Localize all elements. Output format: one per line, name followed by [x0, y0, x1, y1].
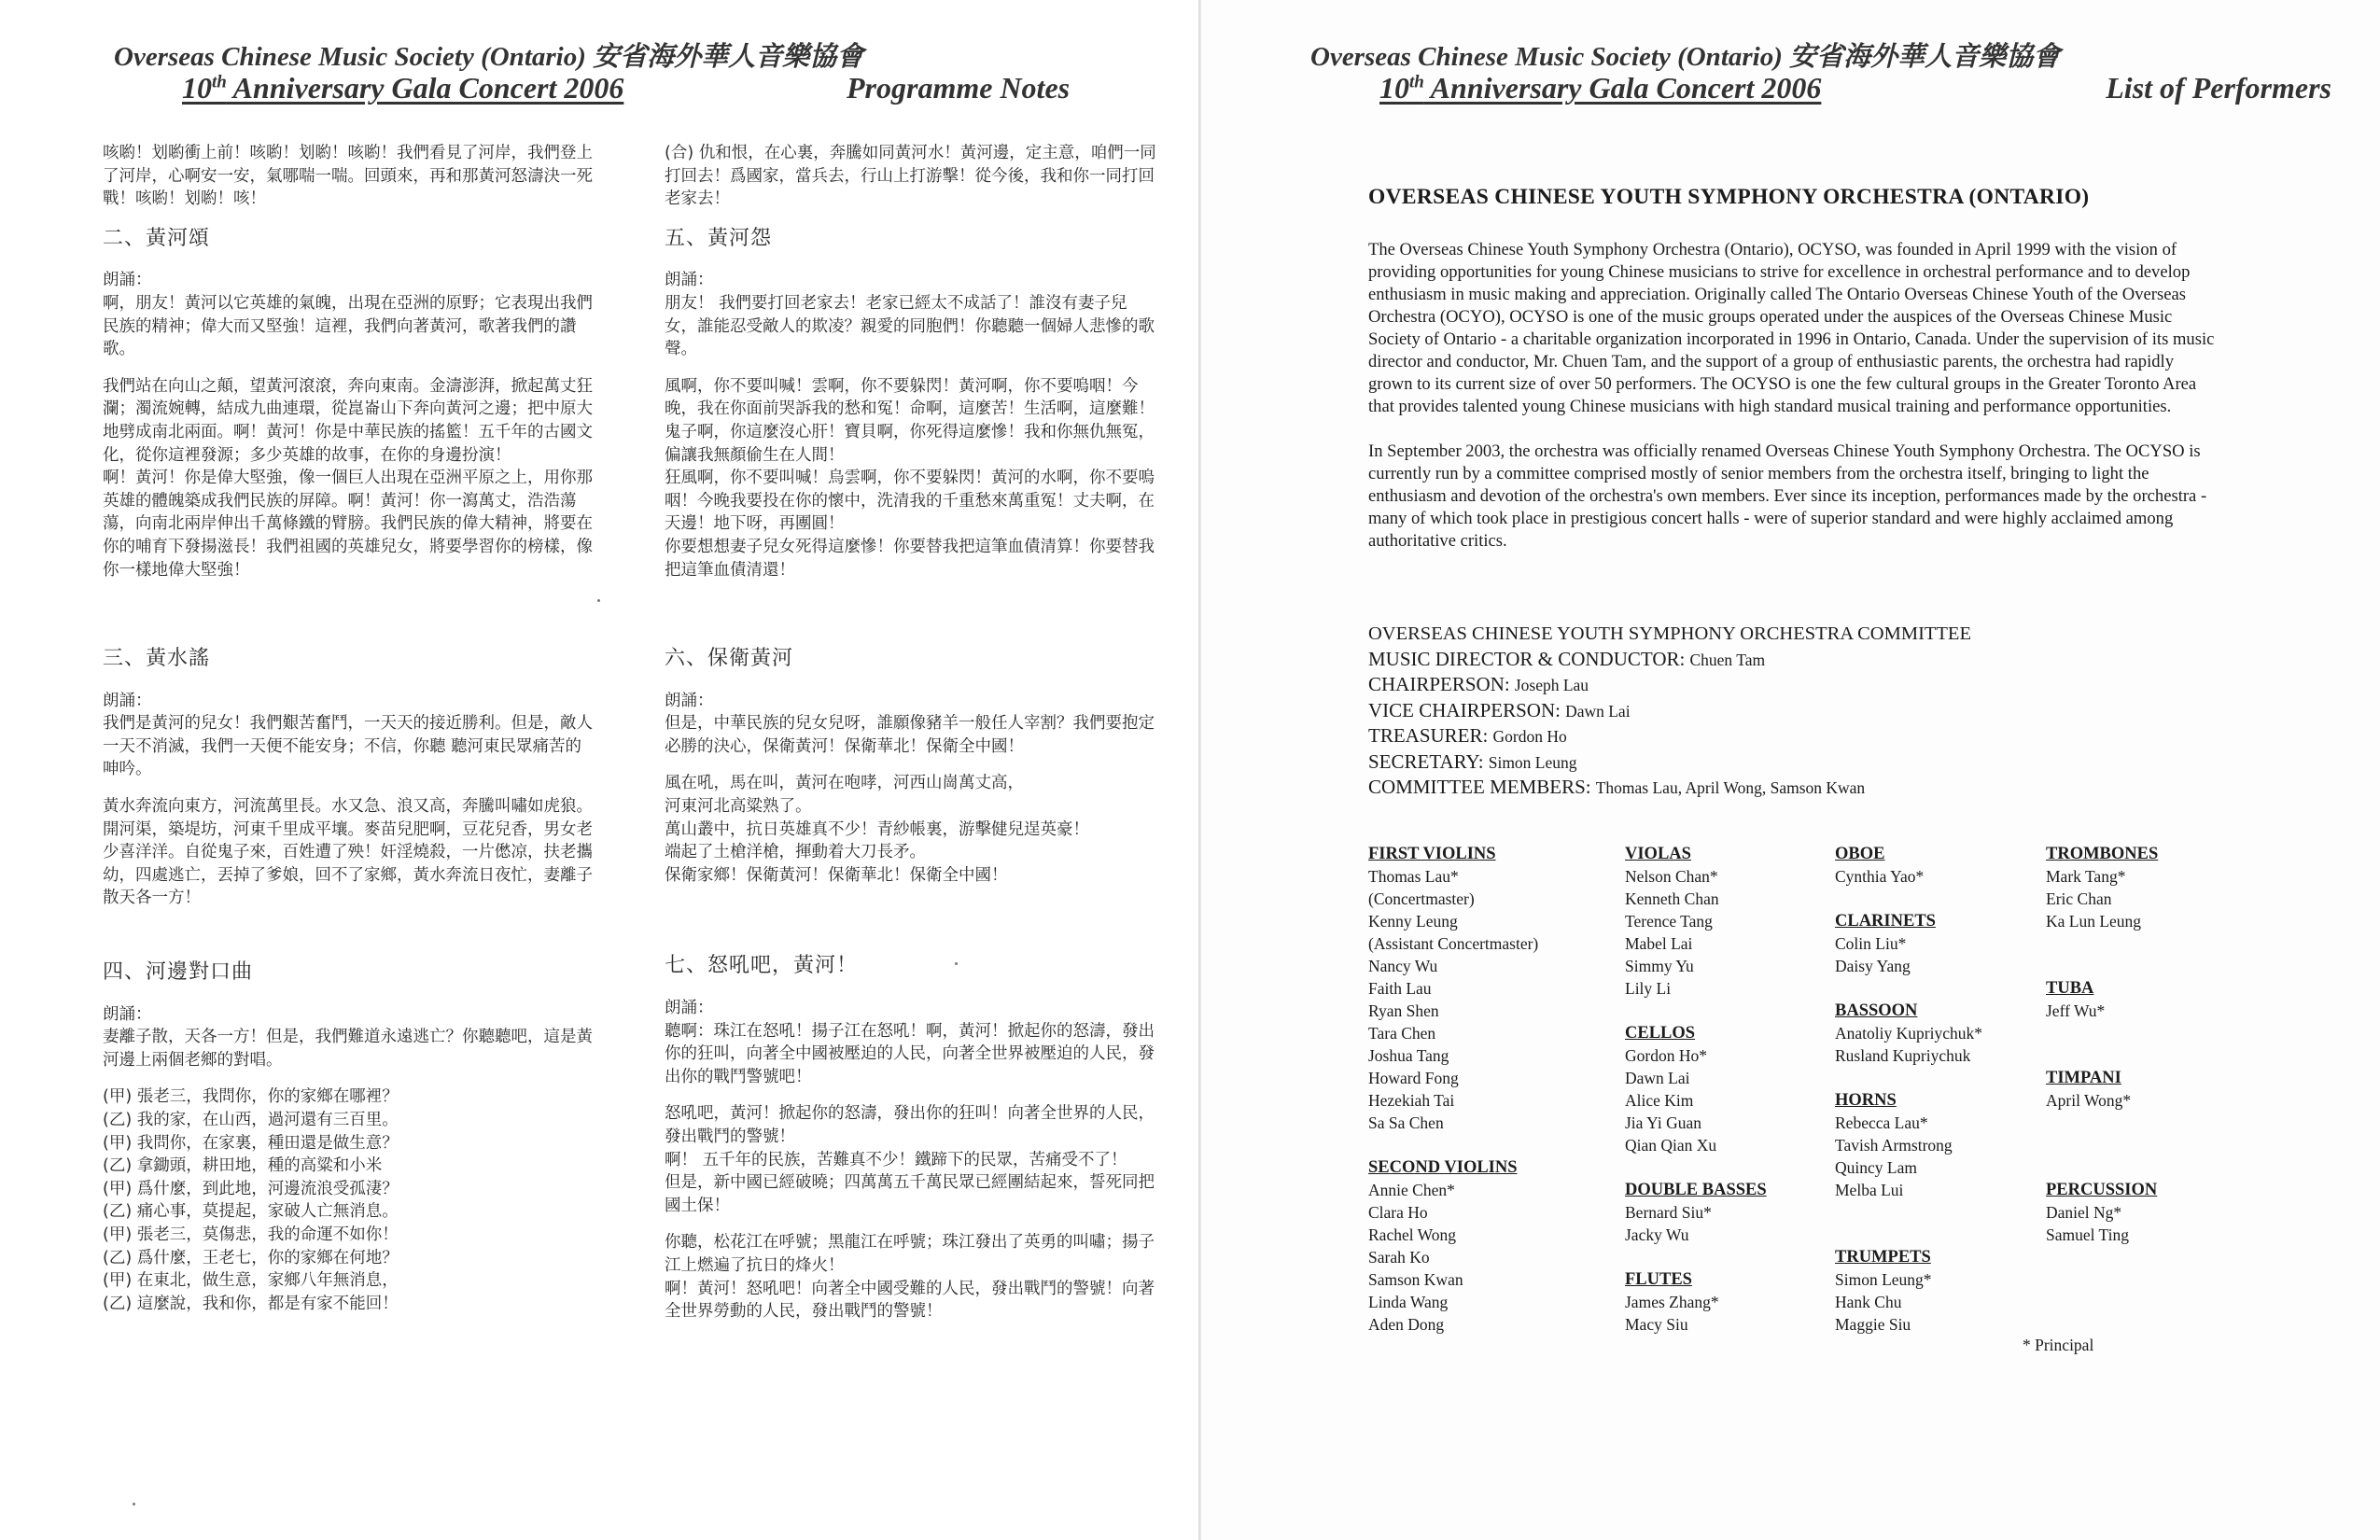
performer-name: Anatoliy Kupriychuk* — [1835, 1024, 1982, 1043]
section-first-violins — [1368, 843, 1538, 1134]
performer-name: Lily Li — [1625, 979, 1672, 998]
principal-footnote: * Principal — [2023, 1336, 2094, 1354]
performer-name: Tavish Armstrong — [1835, 1136, 1953, 1155]
section-6-title: 六、保衛黃河 — [665, 647, 794, 671]
section-5-title: 五、黃河怨 — [665, 226, 773, 250]
orchestra-rename-paragraph: In September 2003, the orchestra was officially renamed Overseas Chinese Youth Symphony Orchestra. The OCYSO is currently run by a committee comprised mostly of senior members from the orchestra itself, bringing to light the enthusiasm and devotion of the orchestra's own members. Ever since its inception, performances made by the orchestra - many of which took place in prestigious concert halls - were of superior standard and were highly acclaimed among authoritative critics. — [1368, 441, 2207, 551]
performer-name: Dawn Lai — [1625, 1069, 1690, 1087]
performer-name: (Concertmaster) — [1368, 889, 1475, 908]
performer-name: Aden Dong — [1368, 1315, 1445, 1334]
section-6-recite-label: 朗誦： — [665, 691, 714, 710]
section-6-paragraph-1: 但是，中華民族的兒女兒呀，誰願像豬羊一般任人宰割？我們要抱定必勝的決心，保衛黃河！保衛華北！保衛全中國！ — [665, 714, 1155, 756]
performer-name: Mark Tang* — [2046, 867, 2126, 886]
orchestra-history-paragraph: The Overseas Chinese Youth Symphony Orchestra (Ontario), OCYSO, was founded in April 1999 with the vision of providing opportunities for young Chinese musicians to strive for excellence in orchestral performance and to develop enthusiasm in music making and appreciation. Originally called The Ontario Overseas Chinese Youth of the Overseas Orchestra (OCYO), OCYSO is one of the music groups operated under the auspices of the Overseas Chinese Music Society of Ontario - a charitable organization incorporated in 1996 in Ontario, Canada. Under the supervision of its music director and conductor, Mr. Chuen Tam, and the support of a group of enthusiastic parents, the orchestra had rapidly grown to its current size of over 50 performers. The OCYSO is one the few cultural groups in the Greater Toronto Area that provides talented young Chinese musicians with high standard musical training and performance opportunities. — [1368, 240, 2215, 416]
performer-name: Rachel Wong — [1368, 1225, 1457, 1244]
section-heading: DOUBLE BASSES — [1625, 1181, 1767, 1199]
performer-name: Simmy Yu — [1625, 957, 1694, 975]
list-of-performers-page — [1201, 0, 2380, 1540]
section-4-title: 四、河邊對口曲 — [103, 960, 254, 985]
section-double-basses — [1625, 1179, 1767, 1246]
section-heading: TRUMPETS — [1835, 1248, 1931, 1267]
notes-column-1 — [103, 142, 597, 1329]
notes-intro-paragraph: 咳喲！划喲衝上前！咳喲！划喲！咳喲！我們看見了河岸，我們登上了河岸，心啊安一安，氣哪喘一喘。回頭來，再和那黃河怒濤決一死戰！咳喲！划喲！咳！ — [103, 144, 593, 209]
performer-name: Rebecca Lau* — [1835, 1113, 1928, 1132]
section-heading: HORNS — [1835, 1091, 1897, 1110]
section-4-paragraph-1: 妻離子散，天各一方！但是，我們難道永遠逃亡？你聽聽吧，這是黃河邊上兩個老鄉的對唱。 — [103, 1028, 593, 1070]
section-timpani — [2046, 1067, 2131, 1112]
performer-name: Simon Leung* — [1835, 1270, 1932, 1289]
performer-name: Terence Tang — [1625, 912, 1713, 931]
section-heading: OBOE — [1835, 845, 1885, 863]
section-2-paragraph-2: 我們站在向山之顛，望黃河滾滾，奔向東南。金濤澎湃，掀起萬丈狂瀾；濁流婉轉，結成九曲連環，從崑崙山下奔向黃河之邊；把中原大地劈成南北兩面。啊！黃河！你是中華民族的搖籃！五千年的古國文化，從你這裡發源；多少英雄的故事，在你的身邊扮演！ 啊！黃河！你是偉大堅強，像一個巨人出現在亞洲平原之上，用你那英雄的體魄築成我們民族的屏障。啊！黃河！你一瀉萬丈，浩浩蕩蕩，向南北兩岸伸出千萬條鐵的臂膀。我們民族的偉大精神，將要在你的哺育下發揚滋長！我們祖國的英雄兒女，將要學習你的榜樣，像你一樣地偉大堅強！ — [103, 376, 593, 580]
section-heading: TUBA — [2046, 979, 2094, 998]
committee-block — [1368, 622, 2255, 801]
section-heading: FIRST VIOLINS — [1368, 845, 1496, 863]
performer-name: April Wong* — [2046, 1091, 2132, 1110]
performer-name: Clara Ho — [1368, 1203, 1428, 1222]
section-5-recite-label: 朗誦： — [665, 271, 714, 290]
section-flutes — [1625, 1268, 1719, 1336]
performer-name: Jia Yi Guan — [1625, 1113, 1701, 1132]
committee-row: MUSIC DIRECTOR & CONDUCTOR: Chuen Tam — [1368, 647, 1766, 670]
section-heading: TROMBONES — [2046, 845, 2159, 863]
performer-name: Jacky Wu — [1625, 1225, 1689, 1244]
performer-name: (Assistant Concertmaster) — [1368, 934, 1539, 953]
performer-name: Mabel Lai — [1625, 934, 1693, 953]
right-header-section-title: List of Performers — [2106, 71, 2331, 105]
section-4-dialogue: (甲) 張老三，我問你，你的家鄉在哪裡？ (乙) 我的家，在山西，過河還有三百里。 (甲) 我問你，在家裏，種田還是做生意？ (乙) 拿鋤頭，耕田地，種的高粱和小米 (甲) 爲什麼，到此地，河邊流浪受孤淒？ (乙) 痛心事，莫提起，家破人亡無消息。 (甲) 張老三，莫傷悲，我的命運不如你！ (乙) 爲什麼，王老七，你的家鄉在何地？ (甲) 在東北，做生意，家鄉八年無消息， (乙) 這麼說，我和你，都是有家不能回！ — [103, 1087, 399, 1313]
right-header-concert — [1379, 71, 2331, 105]
section-heading: BASSOON — [1835, 1001, 1918, 1020]
section-heading: CELLOS — [1625, 1024, 1696, 1043]
performer-name: Kenneth Chan — [1625, 889, 1719, 908]
section-5-paragraph-1: 朋友！ 我們要打回老家去！老家已經太不成話了！誰沒有妻子兒女，誰能忍受敵人的欺凌？親愛的同胞們！你聽聽一個婦人悲慘的歌聲。 — [665, 293, 1155, 359]
left-header-section-title: Programme Notes — [847, 71, 1071, 105]
performer-name: Daniel Ng* — [2046, 1203, 2122, 1222]
section-percussion — [2046, 1179, 2157, 1246]
performer-name: Alice Kim — [1625, 1091, 1694, 1110]
performer-name: Joshua Tang — [1368, 1046, 1449, 1065]
performer-name: Colin Liu* — [1835, 934, 1907, 953]
performer-name: Thomas Lau* — [1368, 867, 1459, 886]
performer-name: Samuel Ting — [2046, 1225, 2129, 1244]
section-oboe — [1835, 843, 1924, 888]
section-3-title: 三、黃水謠 — [103, 647, 211, 671]
committee-heading: OVERSEAS CHINESE YOUTH SYMPHONY ORCHESTRA COMMITTEE — [1368, 623, 1971, 644]
right-header-ordinal-suffix: th — [1409, 72, 1424, 92]
section-3-paragraph-2: 黃水奔流向東方，河流萬里長。水又急、浪又高，奔騰叫嘯如虎狼。開河渠，築堤坊，河東千里成平壤。麥苗兒肥啊，豆花兒香，男女老少喜洋洋。自從鬼子來，百姓遭了殃！奸淫燒殺，一片僽凉，扶老攜幼，四處逃亡，丟掉了爹娘，回不了家鄉，黃水奔流日夜忙，妻離子散天各一方！ — [103, 797, 593, 908]
notes-column-2 — [665, 142, 1159, 1337]
performer-name: Ka Lun Leung — [2046, 912, 2142, 931]
performer-name: Ryan Shen — [1368, 1001, 1439, 1020]
notes-chorus-paragraph: (合) 仇和恨，在心裏，奔騰如同黃河水！黃河邊，定主意，咱們一同打回去！爲國家，當兵去，行山上打游擊！從今後，我和你一同打回老家去！ — [665, 144, 1156, 209]
performer-name: Hank Chu — [1835, 1293, 1902, 1311]
right-header-society: Overseas Chinese Music Society (Ontario) 安省海外華人音樂協會 — [1310, 42, 2061, 72]
left-header-ordinal-suffix: th — [212, 72, 227, 92]
right-header-concert-title: Anniversary Gala Concert 2006 — [1423, 71, 1822, 105]
section-trombones — [2046, 843, 2158, 932]
orchestra-title: OVERSEAS CHINESE YOUTH SYMPHONY ORCHESTRA (ONTARIO) — [1368, 185, 2090, 209]
performer-name: Howard Fong — [1368, 1069, 1459, 1087]
committee-row: CHAIRPERSON: Joseph Lau — [1368, 673, 1589, 695]
scan-speck — [955, 962, 958, 965]
performer-name: Tara Chen — [1368, 1024, 1436, 1043]
section-3-paragraph-1: 我們是黃河的兒女！我們艱苦奮鬥，一天天的接近勝利。但是，敵人一天不消滅，我們一天便不能安身；不信，你聽 聽河東民眾痛苦的呻吟。 — [103, 714, 593, 779]
performer-name: Eric Chan — [2046, 889, 2112, 908]
performer-name: Sarah Ko — [1368, 1248, 1430, 1267]
section-horns — [1835, 1089, 1953, 1201]
performer-name: Nelson Chan* — [1625, 867, 1718, 886]
section-7-recite-label: 朗誦： — [665, 999, 714, 1018]
section-2-title: 二、黃河頌 — [103, 226, 211, 250]
section-second-violins — [1368, 1156, 1518, 1336]
performer-name: Quincy Lam — [1835, 1158, 1917, 1177]
section-7-paragraph-2: 怒吼吧，黃河！掀起你的怒濤，發出你的狂叫！向著全世界的人民，發出戰鬥的警號！ 啊！ 五千年的民族，苦難真不少！鐵蹄下的民眾，苦痛受不了！ 但是，新中國已經破曉；四萬萬五千萬民眾已經團結起來，誓死同把國土保！ — [665, 1104, 1155, 1215]
section-cellos — [1625, 1022, 1716, 1156]
committee-row: SECRETARY: Simon Leung — [1368, 749, 1577, 773]
section-5-paragraph-2: 風啊，你不要叫喊！雲啊，你不要躲閃！黃河啊，你不要嗚咽！今晚，我在你面前哭訴我的愁和冤！命啊，這麼苦！生活啊，這麼難！鬼子啊，你這麼沒心肝！寶貝啊，你死得這麼慘！我和你無仇無冤，偏讓我無顏偷生在人間！ 狂風啊，你不要叫喊！烏雲啊，你不要躲閃！黃河的水啊，你不要嗚咽！今晚我要投在你的懷中，洗清我的千重愁來萬重冤！丈夫啊，在天邊！地下呀，再團圓！ 你要想想妻子兒女死得這麼慘！你要替我把這筆血債清算！你要替我把這筆血債清還！ — [665, 376, 1155, 580]
section-heading: CLARINETS — [1835, 912, 1936, 931]
left-header-concert-title: Anniversary Gala Concert 2006 — [226, 71, 624, 105]
performer-name: Samson Kwan — [1368, 1270, 1463, 1289]
performer-name: Cynthia Yao* — [1835, 867, 1925, 886]
section-tuba — [2046, 977, 2105, 1022]
left-header-ordinal: 10 — [182, 71, 212, 105]
section-heading: SECOND VIOLINS — [1368, 1158, 1518, 1177]
left-header-society: Overseas Chinese Music Society (Ontario) 安省海外華人音樂協會 — [114, 42, 864, 72]
section-3-recite-label: 朗誦： — [103, 691, 152, 710]
section-violas — [1625, 843, 1719, 1000]
performer-name: Rusland Kupriychuk — [1835, 1046, 1971, 1065]
scan-speck — [133, 1503, 135, 1505]
section-2-paragraph-1: 啊，朋友！黃河以它英雄的氣魄，出現在亞洲的原野；它表現出我們民族的精神；偉大而又堅強！這裡，我們向著黃河，歌著我們的讚歌。 — [103, 293, 593, 359]
committee-row: COMMITTEE MEMBERS: Thomas Lau, April Wong, Samson Kwan — [1368, 776, 1866, 798]
section-bassoon — [1835, 1000, 1982, 1067]
performer-name: Nancy Wu — [1368, 957, 1438, 975]
performer-name: Hezekiah Tai — [1368, 1091, 1455, 1110]
performer-name: Qian Qian Xu — [1625, 1136, 1717, 1155]
section-7-paragraph-3: 你聽，松花江在呼號；黑龍江在呼號；珠江發出了英勇的叫嘯；揚子江上燃遍了抗日的烽火！ 啊！黃河！怒吼吧！向著全中國受難的人民，發出戰鬥的警號！向著全世界勞動的人民，發出戰鬥的警號！ — [665, 1233, 1155, 1322]
performer-name: Melba Lui — [1835, 1181, 1904, 1199]
orchestra-description — [1368, 239, 2222, 575]
performer-name: Sa Sa Chen — [1368, 1113, 1444, 1132]
performer-name: Bernard Siu* — [1625, 1203, 1712, 1222]
performer-name: James Zhang* — [1625, 1293, 1719, 1311]
section-4-recite-label: 朗誦： — [103, 1004, 152, 1024]
committee-row: VICE CHAIRPERSON: Dawn Lai — [1368, 698, 1631, 721]
performer-name: Gordon Ho* — [1625, 1046, 1707, 1065]
performer-name: Macy Siu — [1625, 1315, 1688, 1334]
performer-name: Jeff Wu* — [2046, 1001, 2106, 1020]
committee-row: TREASURER: Gordon Ho — [1368, 724, 1567, 747]
performer-name: Kenny Leung — [1368, 912, 1458, 931]
section-heading: FLUTES — [1625, 1270, 1692, 1289]
section-7-title: 七、怒吼吧，黃河！ — [665, 954, 859, 978]
section-heading: PERCUSSION — [2046, 1181, 2158, 1199]
performer-name: Daisy Yang — [1835, 957, 1911, 975]
section-clarinets — [1835, 910, 1936, 977]
section-7-paragraph-1: 聽啊：珠江在怒吼！揚子江在怒吼！啊，黃河！掀起你的怒濤，發出你的狂叫，向著全中國被壓迫的人民，向著全世界被壓迫的人民，發出你的戰鬥警號吧！ — [665, 1021, 1155, 1086]
section-heading: VIOLAS — [1625, 845, 1691, 863]
section-6-paragraph-2: 風在吼，馬在叫，黃河在咆哮，河西山崗萬丈高， 河東河北高粱熟了。 萬山叢中，抗日英雄真不少！青紗帳裏，游擊健兒逞英豪！ 端起了土槍洋槍，揮動着大刀長矛。 保衛家鄉！保衛黃河！保衛華北！保衛全中國！ — [665, 774, 1089, 885]
performer-name: Faith Lau — [1368, 979, 1432, 998]
section-2-recite-label: 朗誦： — [103, 271, 152, 290]
scan-speck — [597, 599, 600, 602]
right-header-ordinal: 10 — [1379, 71, 1409, 105]
performer-name: Linda Wang — [1368, 1293, 1449, 1311]
performer-name: Maggie Siu — [1835, 1315, 1911, 1334]
section-trumpets — [1835, 1246, 1932, 1336]
left-header-concert — [182, 71, 1078, 105]
section-heading: TIMPANI — [2046, 1069, 2121, 1087]
performer-name: Annie Chen* — [1368, 1181, 1455, 1199]
